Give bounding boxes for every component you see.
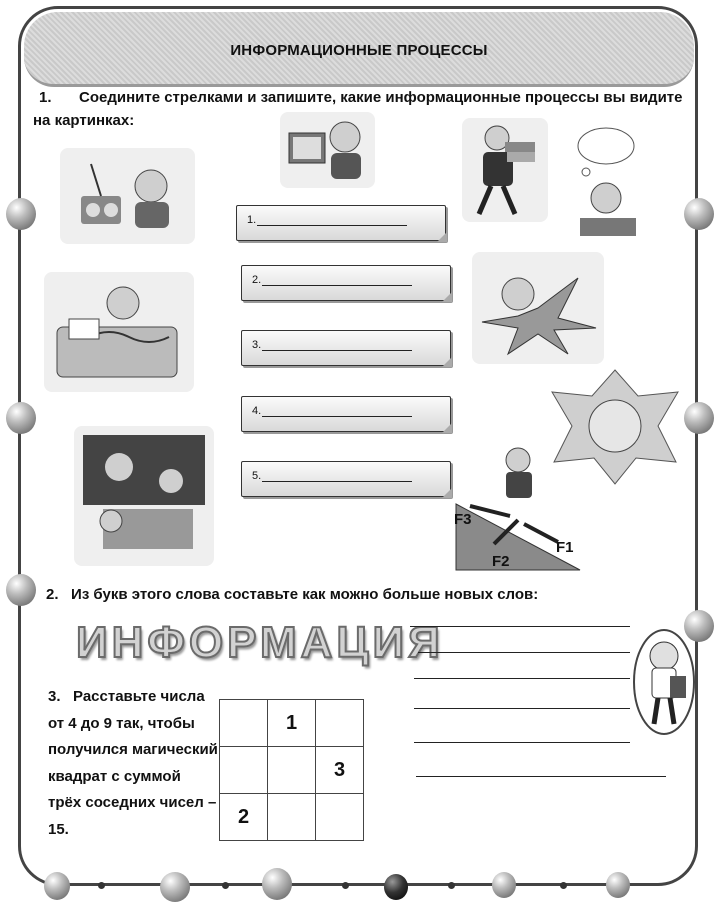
magic-square-cell[interactable] — [268, 747, 316, 794]
magic-square-cell[interactable] — [316, 794, 364, 841]
task-3-instructions — [48, 684, 218, 843]
bead-decoration — [262, 868, 292, 900]
word-answer-line[interactable] — [418, 652, 630, 653]
magic-square-row — [220, 794, 364, 841]
word-answer-line[interactable] — [414, 678, 630, 679]
radio-boy-icon — [60, 148, 195, 244]
force-label-f1: F1 — [556, 539, 574, 556]
answer-line[interactable] — [262, 274, 412, 286]
incline-forces-diagram — [448, 420, 586, 574]
carrying-books-boy-icon — [462, 118, 548, 222]
magic-square-cell[interactable] — [220, 700, 268, 747]
bead-decoration — [684, 402, 714, 434]
magic-square-row — [220, 747, 364, 794]
magic-square — [219, 699, 364, 841]
task-2-instructions — [46, 586, 538, 603]
answer-box-2[interactable] — [241, 265, 451, 301]
writing-boy-icon — [44, 272, 194, 392]
teacher-class-icon — [74, 426, 214, 566]
answer-box-label: 1. — [247, 214, 257, 226]
magic-square-cell[interactable] — [316, 700, 364, 747]
magic-square-cell[interactable]: 1 — [268, 700, 316, 747]
bead-decoration — [606, 872, 630, 898]
word-answer-line[interactable] — [416, 776, 666, 777]
dot-decoration — [222, 882, 229, 889]
source-word: ИНФОРМАЦИЯ — [76, 618, 444, 667]
task-3-number: 3. — [48, 688, 61, 705]
word-answer-line[interactable] — [410, 626, 630, 627]
task-1-text: Соедините стрелками и запишите, какие информационные процессы вы видите на картинках: — [33, 89, 683, 129]
magic-square-cell[interactable]: 2 — [220, 794, 268, 841]
magic-square-row — [220, 700, 364, 747]
bead-decoration — [44, 872, 70, 900]
word-answer-line[interactable] — [414, 708, 630, 709]
task-2-number: 2. — [46, 586, 59, 603]
task-3-text: Расставьте числа от 4 до 9 так, чтобы получился магический квадрат с суммой трёх соседних чисел – 15. — [48, 688, 218, 838]
answer-box-1[interactable] — [236, 205, 446, 241]
answer-box-3[interactable] — [241, 330, 451, 366]
boy-with-books-icon — [632, 628, 696, 736]
bead-decoration — [492, 872, 516, 898]
bead-decoration — [6, 574, 36, 606]
answer-box-label: 3. — [252, 339, 262, 351]
task-1-number: 1. — [39, 89, 52, 106]
magic-square-cell[interactable] — [220, 747, 268, 794]
dot-decoration — [342, 882, 349, 889]
force-label-f3: F3 — [454, 511, 472, 528]
bead-decoration — [6, 402, 36, 434]
force-label-f2: F2 — [492, 553, 510, 570]
answer-box-4[interactable] — [241, 396, 451, 432]
bead-decoration — [684, 198, 714, 230]
bead-decoration — [384, 874, 408, 900]
dot-decoration — [448, 882, 455, 889]
thinking-boy-icon — [572, 124, 646, 244]
bead-decoration — [160, 872, 190, 902]
page-title: ИНФОРМАЦИОННЫЕ ПРОЦЕССЫ — [230, 42, 488, 59]
computer-boy-icon — [280, 112, 375, 188]
answer-box-5[interactable] — [241, 461, 451, 497]
bead-decoration — [6, 198, 36, 230]
word-answer-line[interactable] — [414, 742, 630, 743]
shattering-ideas-icon — [472, 252, 604, 364]
answer-box-label: 2. — [252, 274, 262, 286]
task-2-text: Из букв этого слова составьте как можно больше новых слов: — [71, 586, 539, 603]
answer-box-label: 5. — [252, 470, 262, 482]
magic-square-cell[interactable] — [268, 794, 316, 841]
answer-line[interactable] — [257, 214, 407, 226]
answer-line[interactable] — [262, 339, 412, 351]
dot-decoration — [560, 882, 567, 889]
answer-line[interactable] — [262, 405, 412, 417]
answer-line[interactable] — [262, 470, 412, 482]
dot-decoration — [98, 882, 105, 889]
magic-square-cell[interactable]: 3 — [316, 747, 364, 794]
answer-box-label: 4. — [252, 405, 262, 417]
